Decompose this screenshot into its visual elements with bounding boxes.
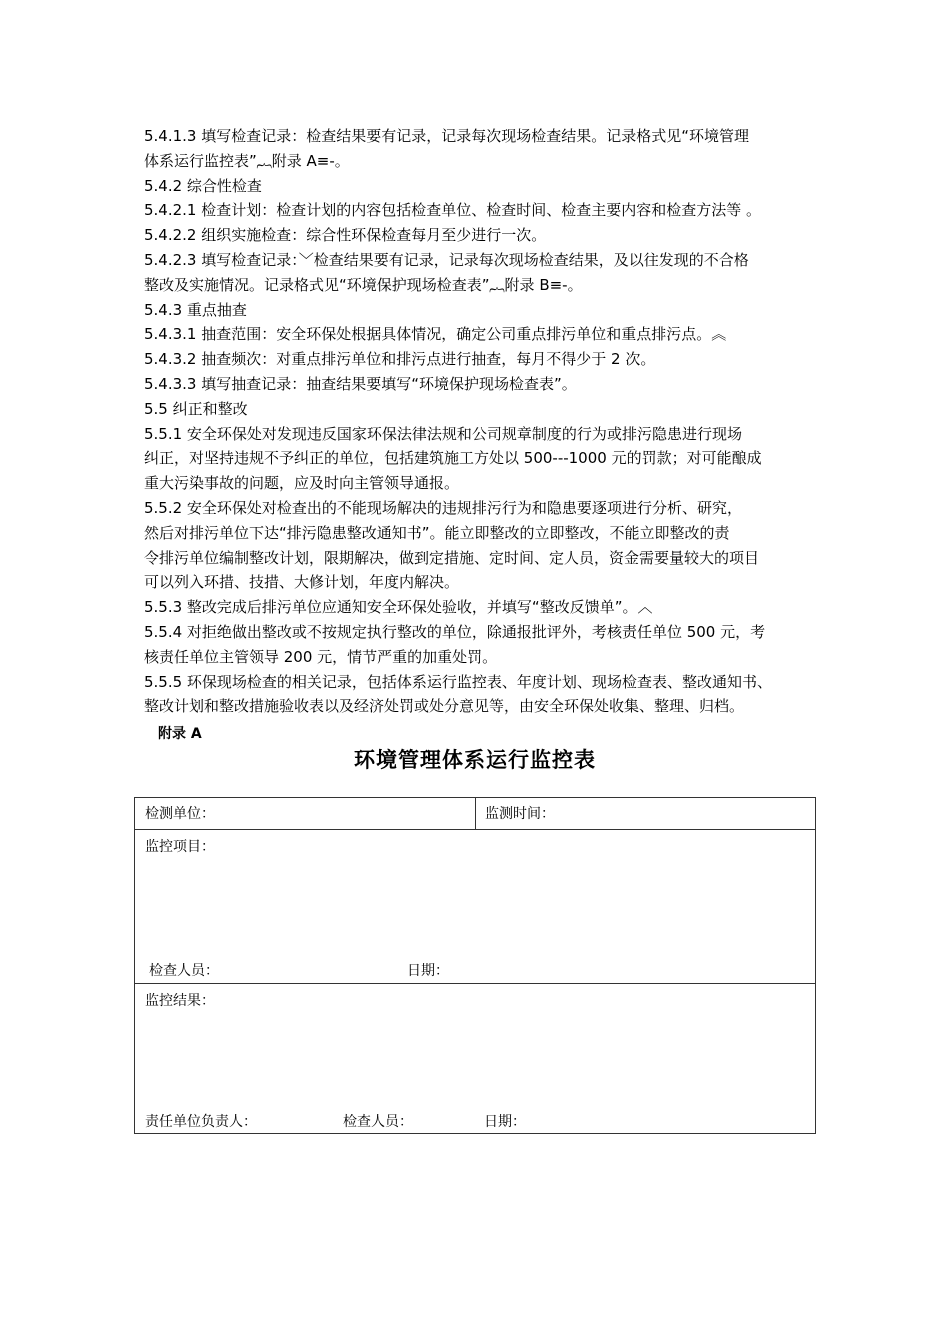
- monitor-items-row: [135, 830, 816, 984]
- text-line: 整改及实施情况。记录格式见“环境保护现场检查表”︷附录 B≡-。: [144, 275, 583, 294]
- inspection-time-label: 监测时间：: [485, 806, 555, 822]
- text-line: 5.4.2.1 检查计划：检查计划的内容包括检查单位、检查时间、检查主要内容和检查方法等 。: [144, 201, 762, 220]
- inspector-label: 检查人员：: [343, 1114, 413, 1130]
- date-label: 日期：: [484, 1114, 526, 1130]
- monitor-results-cell[interactable]: [135, 984, 816, 1134]
- text-line: 体系运行监控表”︷附录 A≡-。: [144, 151, 350, 170]
- inspector-label: 检查人员：: [149, 963, 219, 979]
- text-line: 5.4.2.3 填写检查记录：﹀检查结果要有记录，记录每次现场检查结果，及以往发现的不合格: [144, 250, 749, 269]
- inspection-unit-cell[interactable]: [135, 798, 476, 830]
- text-line: 5.5.4 对拒绝做出整改或不按规定执行整改的单位，除通报批评外，考核责任单位 500 元，考: [144, 622, 766, 641]
- text-line: 5.4.3.3 填写抽查记录：抽查结果要填写“环境保护现场检查表”。: [144, 374, 577, 393]
- text-line: 5.5.2 安全环保处对检查出的不能现场解决的违规排污行为和隐患要逐项进行分析、研究，: [144, 498, 742, 517]
- monitor-results-row: [135, 984, 816, 1134]
- text-line: 5.4.2.2 组织实施检查：综合性环保检查每月至少进行一次。: [144, 226, 547, 245]
- form-title: 环境管理体系运行监控表: [354, 748, 596, 772]
- section-heading: 5.4.3 重点抽查: [144, 300, 247, 319]
- inspection-time-cell[interactable]: [476, 798, 816, 830]
- monitor-items-label: 监控项目：: [145, 839, 215, 855]
- inspection-unit-label: 检测单位：: [145, 806, 215, 822]
- text-line: 令排污单位编制整改计划，限期解决，做到定措施、定时间、定人员，资金需要量较大的项目: [144, 548, 760, 567]
- form-header-row: [135, 798, 816, 830]
- text-line: 整改计划和整改措施验收表以及经济处罚或处分意见等，由安全环保处收集、整理、归档。: [144, 697, 745, 716]
- monitor-items-cell[interactable]: [135, 830, 816, 984]
- text-line: 5.5.1 安全环保处对发现违反国家环保法律法规和公司规章制度的行为或排污隐患进行现场: [144, 424, 742, 443]
- section-heading: 5.5 纠正和整改: [144, 399, 248, 418]
- text-line: 然后对排污单位下达“排污隐患整改通知书”。能立即整改的立即整改，不能立即整改的责: [144, 523, 730, 542]
- body-text: [144, 124, 824, 719]
- appendix-label: 附录 A: [158, 726, 202, 742]
- text-line: 5.4.3.2 抽查频次：对重点排污单位和排污点进行抽查，每月不得少于 2 次。: [144, 350, 656, 369]
- text-line: 核责任单位主管领导 200 元，情节严重的加重处罚。: [144, 647, 498, 666]
- text-line: 5.4.1.3 填写检查记录：检查结果要有记录，记录每次现场检查结果。记录格式见“环境管理: [144, 127, 750, 145]
- monitor-results-label: 监控结果：: [145, 993, 215, 1009]
- section-heading: 5.4.2 综合性检查: [144, 176, 262, 195]
- date-label: 日期：: [407, 963, 449, 979]
- text-line: 可以列入环措、技措、大修计划，年度内解决。: [144, 573, 460, 592]
- text-line: 5.4.3.1 抽查范围：安全环保处根据具体情况，确定公司重点排污单位和重点排污点。︽: [144, 325, 727, 344]
- text-line: 5.5.5 环保现场检查的相关记录，包括体系运行监控表、年度计划、现场检查表、整改通知书、: [144, 672, 772, 691]
- text-line: 重大污染事故的问题，应及时向主管领导通报。: [144, 474, 460, 493]
- monitoring-form-table: [134, 797, 816, 1134]
- text-line: 纠正，对坚持违规不予纠正的单位，包括建筑施工方处以 500---1000 元的罚款；对可能酿成: [144, 449, 762, 468]
- responsible-person-label: 责任单位负责人：: [145, 1114, 257, 1130]
- text-line: 5.5.3 整改完成后排污单位应通知安全环保处验收，并填写“整改反馈单”。︿: [144, 598, 653, 617]
